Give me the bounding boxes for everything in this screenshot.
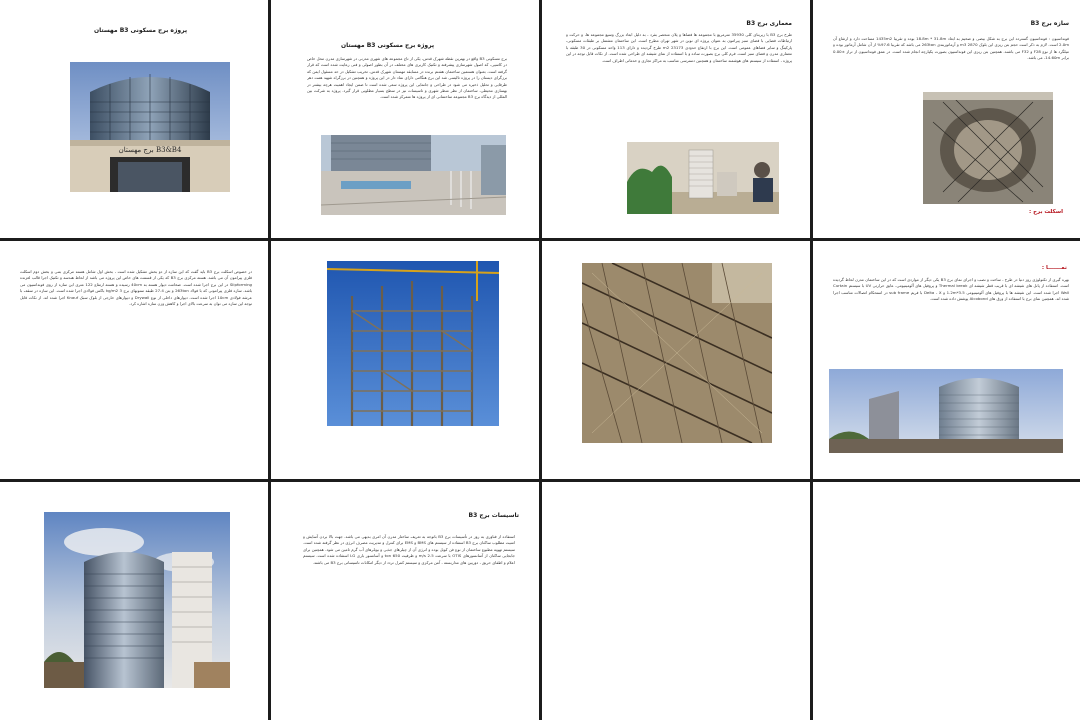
page-title: سازه برج B3 bbox=[1030, 20, 1069, 27]
page-12-blank[interactable] bbox=[813, 482, 1080, 720]
section-caption: اسکلت برج : bbox=[1028, 209, 1063, 215]
building-entrance-photo bbox=[70, 62, 230, 192]
page-title: معماری برج B3 bbox=[746, 20, 792, 27]
page-9[interactable] bbox=[0, 482, 268, 720]
tower-facade-photo bbox=[829, 369, 1063, 453]
page-body-text: فونداسیون : فونداسیون گسترده این برج به شکل بیضی و ضخیم به ابعاد 18.8m * 31.8m بوده و تقریبا 1435m2 مساحت دارد و ارتفاع آن 2.0m است. لازم به ذکر است حجم بتن ریزی این بلوک 2870 m3 و آرماتوربندی 263ton می باشد که تقریبا 97.6% از آن شامل آرماتور بوده و میلگرد ها از نوع F28 و F32 می باشند. همچنین بتن ریزی این فونداسیون بصورت یکپارچه انجام شده است. در عمق فونداسیون از تراز ±0.00 برابر 14.60m- می باشد. bbox=[833, 36, 1069, 61]
page-body-text: بهره گیری از تکنولوژی روز دنیا در طرح ، ساخت و نصب و اجرای نمای برج B3 یکی دیگر از مواردی است که در این ساختمان مدرن لحاظ گردیده است. استفاده از پانل های شیشه ای با قریب قطر شیشه ای Thermal break و پروفیل های آلومینیومی، عایق حرارتی UV با سیستم Curtain Wall اجرا شده است. این شیشه ها با پروفیل های آلومینیومی 3.5*1.2m و Delta - X با فریم sub frame در استحکام اتصالات مناسب اجرا شده اند. همچنین نمای برج با استفاده از ورق های Alcobond پوشش داده شده است. bbox=[833, 277, 1069, 302]
page-6[interactable] bbox=[271, 241, 539, 479]
page-title: پروژه برج مسکونی B3 مهستان bbox=[94, 27, 188, 34]
page-10[interactable] bbox=[271, 482, 539, 720]
steel-frame-construction-photo bbox=[327, 261, 499, 426]
page-title: پروژه برج مسکونی B3 مهستان bbox=[341, 42, 435, 49]
page-body-text: برج مسکونی B3 واقع در بهترین نقطه شهرک قدس، یکی از تاج مجموعه های شهری مدرنی در شهرسازی مدرن محل خاص در کاسپی، که اصول شهرسازی پیشرفته و تکنیک کاربری های مختلف در آن بطور اصولی و فنی رعایت شده است که قرار گرفته است. بعنوان هستمین ساختمان هشتم برنده در مسابقه مهستان شهرک قدس، تخریب تشکیل در حد مسئول ایمن که برزگرای دیسنان را در پروژه تالیسی شد این برج هنگامی دارای نماد دار در این پروژه و همچنین در برزگراه شهید همت دهر طرفایی و تحلیل ذخیره می شود در طراحی و جانمایی این پروژه سعی شده است تا ضمن ایجاد اهمیت هرچه بیشتر در بهسازی محیطی، ساختمان از نظر منظر شهری و تاسیسات نیز در سطح بسیار مطلوبی قرار گیرد. پروژه به شرکت بین المللی از دیدگاه برج B3 مجموعه ساختمانی ای از پروژه ها متمرکز شده است. bbox=[307, 56, 507, 100]
architectural-model-photo bbox=[627, 142, 779, 214]
page-body-text: استفاده از فناوری به روز در تأسیسات برج B3 باتوجه به تعریف ساختار مدرن آن امری بدیهی می باشد. جهت بالا بردن آسایش و امنیت مطلوب ساکنان برج B3 استفاده از سیستم های BMS و EMS برای کنترل و مدیریت مصرف انرژی در نظر گرفته شده است. سیستم تهویه مطبوع ساختمان از نوع فن کویل بوده و انرژی آن از چیلرهای جذبی و بویلرهای آب گرم تامین می شود. همچنین برای جابجایی ساکنان از آسانسورهای OTIS با سرعت 2.5 m/s و ظرفیت 650 ton و آسانسور باری LG استفاده شده است. سیستم اعلام و اطفای حریق ، دوربین های مداربسته ، آنتن مرکزی و سیستم کنترل تردد از دیگر امکانات تاسیساتی برج B3 می باشند. bbox=[303, 534, 515, 565]
page-5[interactable] bbox=[0, 241, 268, 479]
page-1[interactable] bbox=[0, 0, 268, 238]
page-7[interactable] bbox=[542, 241, 810, 479]
page-3[interactable] bbox=[542, 0, 810, 238]
page-title: نمـــــــا : bbox=[1041, 265, 1067, 271]
page-body-text: در خصوص اسکلت برج B3 باید گفت که این سازه از دو بخش تشکیل شده است ، بخش اول شامل هسته مرکزی بتنی و بخش دوم اسکلت فلزی پیرامون آن می باشد. هسته مرکزی برج B3 که یکی از قسمت های خاص این پروژه می باشد از لحاظ هندسه و تکنیک اجرا قالب لغزنده Slipforming در این برج اجرا شده است. ضخامت دیوار هسته به 40cm رسیده و هسته ارتفاع 122 متری این سازه از روی فونداسیون می باشد. سازه فلزی پیرامونی که با فولاد 263ton و بتن 27.4 طبقه ستونهای برج 3 kg/m2 باکس فولادی اجرا شده است. این سازه در سقف با عرشه فولادی 10cm اجرا شده است. دیوارهای داخلی از نوع Drywall و دیوارهای خارجی از بلوک سبک Knauf اجرا شده اند. از نکات قابل توجه این سازه می توان به سرعت بالای اجرا و کاهش وزن سازه اشاره کرد. bbox=[20, 269, 252, 307]
page-2[interactable] bbox=[271, 0, 539, 238]
page-body-text: طرح برج B3 با زیربنای کلی 35930 مترمربع با مجموعه ها فضاها و پلان منحصر بفرد ، به دلیل ابعاد بزرگ وسیع مجموعه ها، و حرکت و ارتباطات فضایی با فضای سبز پیرامون به عنوان پروژه ای نوین در شهر تهران مطرح است. این ساختمان مشتمل بر طبقات مسکونی، پارکینگ و سایر فضاهای عمومی است. این برج با ارتفاع حدودی 23173 m2 طرح گردیده و دارای 113 واحد مسکونی در 30 طبقه با معماری مدرن و فضای سبز است. فرم کلی برج بصورت ساده و با استفاده از نمای شیشه ای طراحی شده است. از نکات قابل توجه در این پروژه ، استفاده از سیستم های هوشمند ساختمان و همچنین دسترسی مناسب به مراکز تجاری و خدماتی اطراف است. bbox=[566, 32, 792, 63]
steel-frame-rebar-photo bbox=[582, 263, 772, 443]
page-4[interactable] bbox=[813, 0, 1080, 238]
page-11-blank[interactable] bbox=[542, 482, 810, 720]
foundation-construction-photo bbox=[923, 92, 1053, 204]
tower-plaza-photo bbox=[321, 135, 506, 215]
page-title: تاسیسات برج B3 bbox=[468, 512, 519, 519]
page-8[interactable] bbox=[813, 241, 1080, 479]
entrance-sign: برج مهستان B3&B4 bbox=[118, 146, 182, 154]
completed-tower-photo bbox=[44, 512, 230, 688]
